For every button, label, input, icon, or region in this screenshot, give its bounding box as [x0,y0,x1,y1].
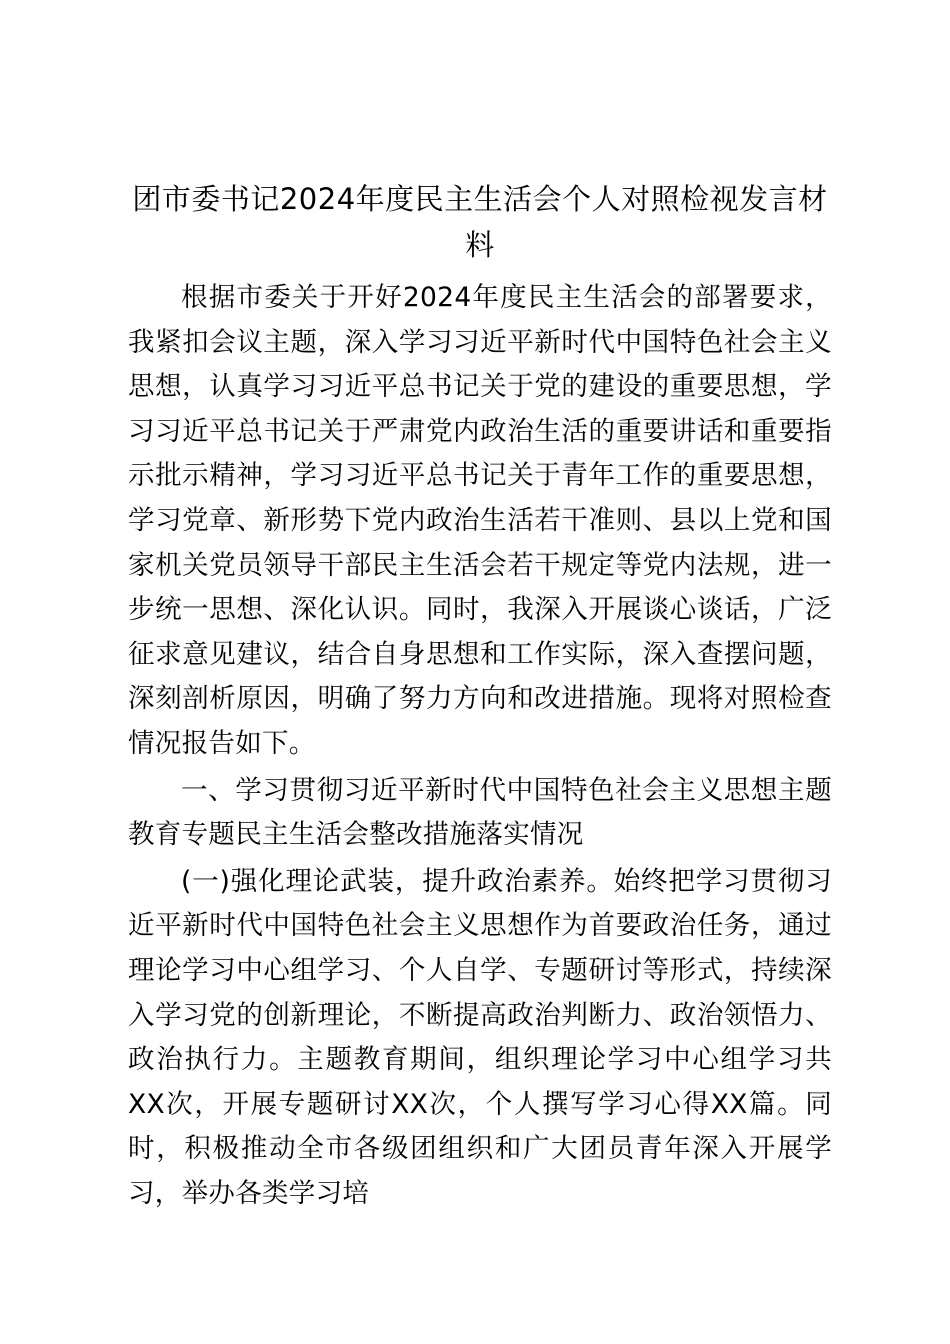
paragraph-intro: 根据市委关于开好2024年度民主生活会的部署要求，我紧扣会议主题，深入学习习近平新时代中国特色社会主义思想，认真学习习近平总书记关于党的建设的重要思想，学习习近平总书记关于严肃党内政治生活的重要讲话和重要指示批示精神，学习习近平总书记关于青年工作的重要思想，学习党章、新形势下党内政治生活若干准则、县以上党和国家机关党员领导干部民主生活会若干规定等党内法规，进一步统一思想、深化认识。同时，我深入开展谈心谈话，广泛征求意见建议，结合自身思想和工作实际，深入查摆问题，深刻剖析原因，明确了努力方向和改进措施。现将对照检查情况报告如下。 [128,282,832,759]
document-title: 团市委书记2024年度民主生活会个人对照检视发言材料 [132,182,828,262]
paragraph-section-1-1: (一)强化理论武装，提升政治素养。始终把学习贯彻习近平新时代中国特色社会主义思想作为首要政治任务，通过理论学习中心组学习、个人自学、专题研讨等形式，持续深入学习党的创新理论，不断提高政治判断力、政治领悟力、政治执行力。主题教育期间，组织理论学习中心组学习共XX次，开展专题研讨XX次，个人撰写学习心得XX篇。同时，积极推动全市各级团组织和广大团员青年深入开展学习，举办各类学习培 [128,865,832,1209]
document-body [128,276,832,1218]
section-heading-1: 一、学习贯彻习近平新时代中国特色社会主义思想主题教育专题民主生活会整改措施落实情况 [128,774,832,851]
